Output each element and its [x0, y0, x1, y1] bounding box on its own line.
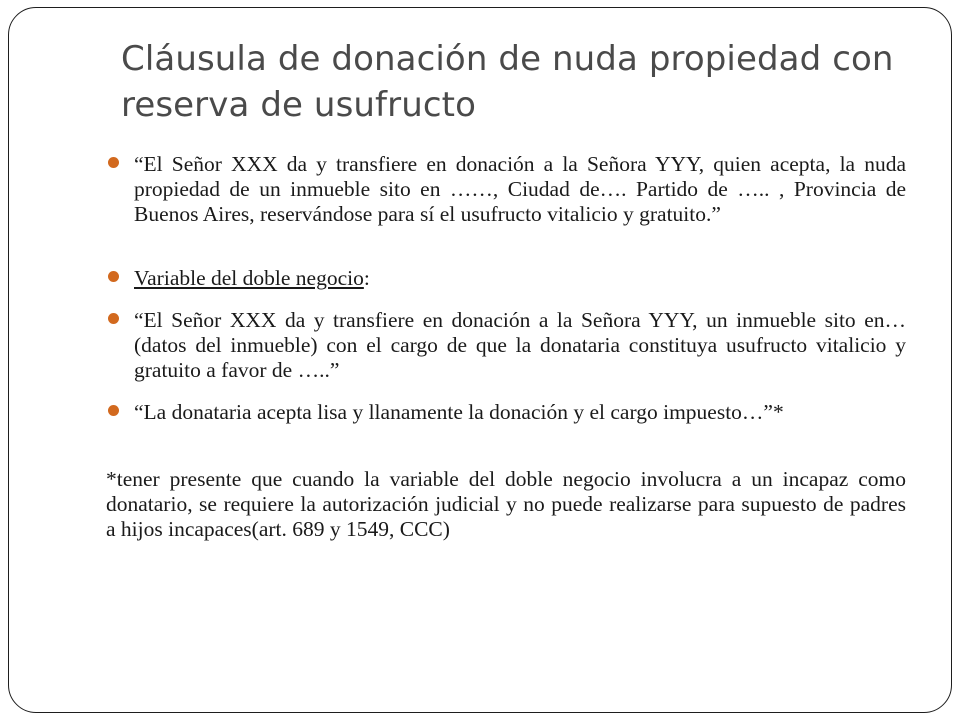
bullet-text: “La donataria acepta lisa y llanamente la donación y el cargo impuesto…”*: [134, 400, 784, 424]
bullet-icon: [108, 405, 119, 416]
bullet-acceptance-clause: [106, 400, 906, 425]
bullet-icon: [108, 313, 119, 324]
bullet-donation-clause: [106, 152, 906, 227]
bullet-variable-heading: [106, 266, 906, 291]
slide-title: Cláusula de donación de nuda propiedad con reserva de usufructo: [121, 39, 894, 125]
bullet-double-business-clause: [106, 308, 906, 383]
footnote: *tener presente que cuando la variable del doble negocio involucra a un incapaz como donatario, se requiere la autorización judicial y no puede realizarse para supuesto de padres a hijos incapaces(art. 689 y 1549, CCC): [106, 467, 906, 541]
variable-heading-colon: :: [363, 266, 370, 290]
slide-body: [106, 152, 906, 542]
bullet-icon: [108, 271, 119, 282]
bullet-icon: [108, 157, 119, 168]
variable-heading: Variable del doble negocio: [134, 266, 364, 290]
bullet-text: “El Señor XXX da y transfiere en donación a la Señora YYY, un inmueble sito en… (datos del inmueble) con el cargo de que la donataria constituya usufructo vitalicio y gratuito a favor de …..”: [134, 308, 906, 382]
bullet-text: “El Señor XXX da y transfiere en donación a la Señora YYY, quien acepta, la nuda propiedad de un inmueble sito en ……, Ciudad de…. Partido de ….. , Provincia de Buenos Aires, reservándose para sí el usufructo vitalicio y gratuito.”: [134, 152, 906, 226]
